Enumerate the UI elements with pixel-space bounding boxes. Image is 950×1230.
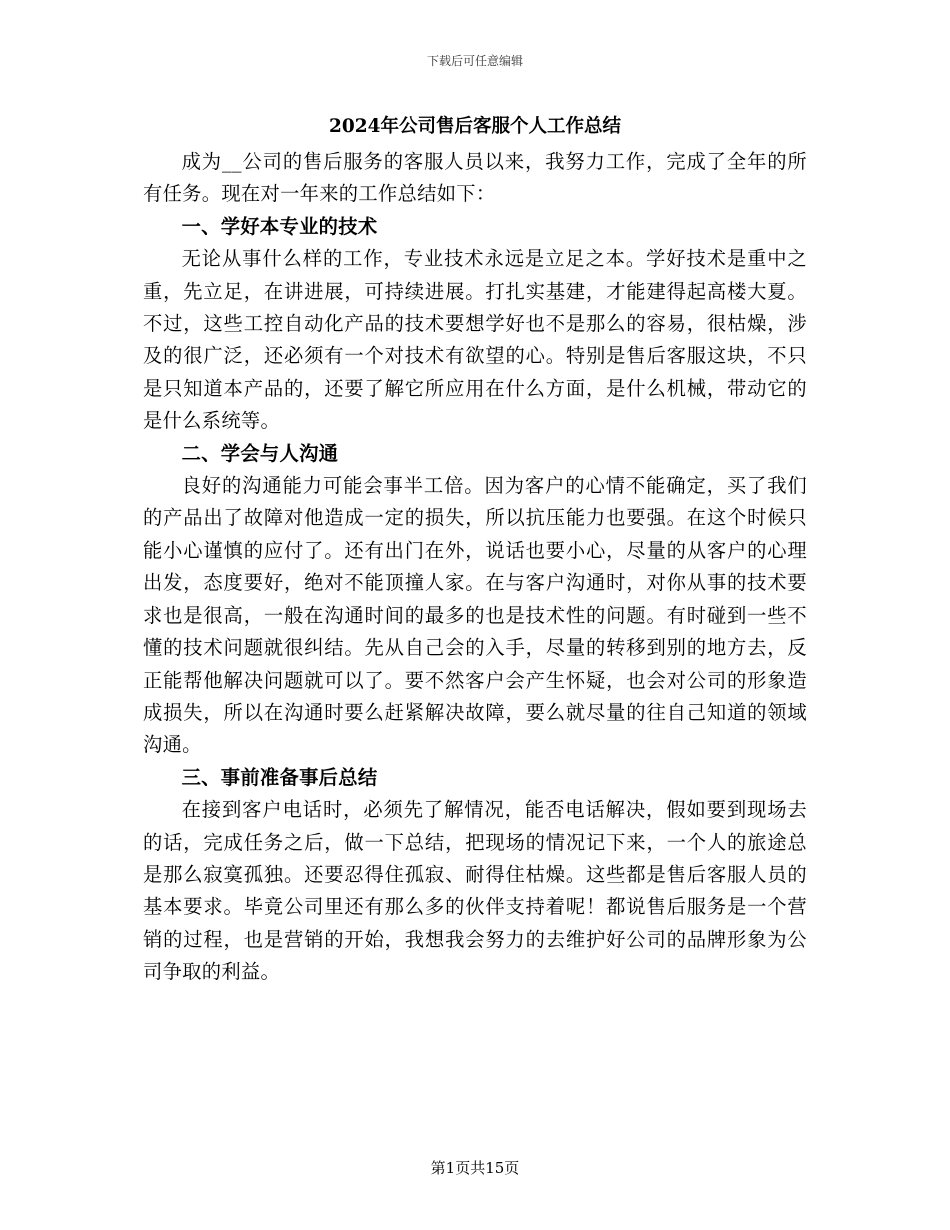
page-header: 下载后可任意编辑 [426,54,523,68]
section-body-2: 良好的沟通能力可能会事半工倍。因为客户的心情不能确定，买了我们的产品出了故障对他造成一定的损失，所以抗压能力也要强。在这个时候只能小心谨慎的应付了。还有出门在外，说话也要小心，尽量的从客户的心理出发，态度要好，绝对不能顶撞人家。在与客户沟通时，对你从事的技术要求也是很高，一般在沟通时间的最多的也是技术性的问题。有时碰到一些不懂的技术问题就很纠结。先从自己会的入手，尽量的转移到别的地方去，反正能帮他解决问题就可以了。要不然客户会产生怀疑，也会对公司的形象造成损失，所以在沟通时要么赶紧解决故障，要么就尽量的往自己知道的领域沟通。 [143,474,807,757]
page-number: 第1页共15页 [430,1159,520,1177]
section-body-1: 无论从事什么样的工作，专业技术永远是立足之本。学好技术是重中之重，先立足，在讲进展，可持续进展。打扎实基建，才能建得起高楼大夏。不过，这些工控自动化产品的技术要想学好也不是那么的容易，很枯燥，涉及的很广泛，还必须有一个对技术有欲望的心。特别是售后客服这块，不只是只知道本产品的，还要了解它所应用在什么方面，是什么机械，带动它的是什么系统等。 [143,247,807,433]
section-heading-3: 三、事前准备事后总结 [181,765,378,789]
section-body-3: 在接到客户电话时，必须先了解情况，能否电话解决，假如要到现场去的话，完成任务之后，做一下总结，把现场的情况记下来，一个人的旅途总是那么寂寞孤独。还要忍得住孤寂、耐得住枯燥。这些都是售后客服人员的基本要求。毕竟公司里还有那么多的伙伴支持着呢！都说售后服务是一个营销的过程，也是营销的开始，我想我会努力的去维护好公司的品牌形象为公司争取的利益。 [143,798,807,984]
intro-paragraph: 成为__公司的售后服务的客服人员以来，我努力工作，完成了全年的所有任务。现在对一年来的工作总结如下： [143,150,807,206]
document-title: 2024年公司售后客服个人工作总结 [329,116,621,137]
section-heading-2: 二、学会与人沟通 [181,441,339,465]
document-body [143,108,807,989]
section-heading-1: 一、学好本专业的技术 [181,214,378,238]
